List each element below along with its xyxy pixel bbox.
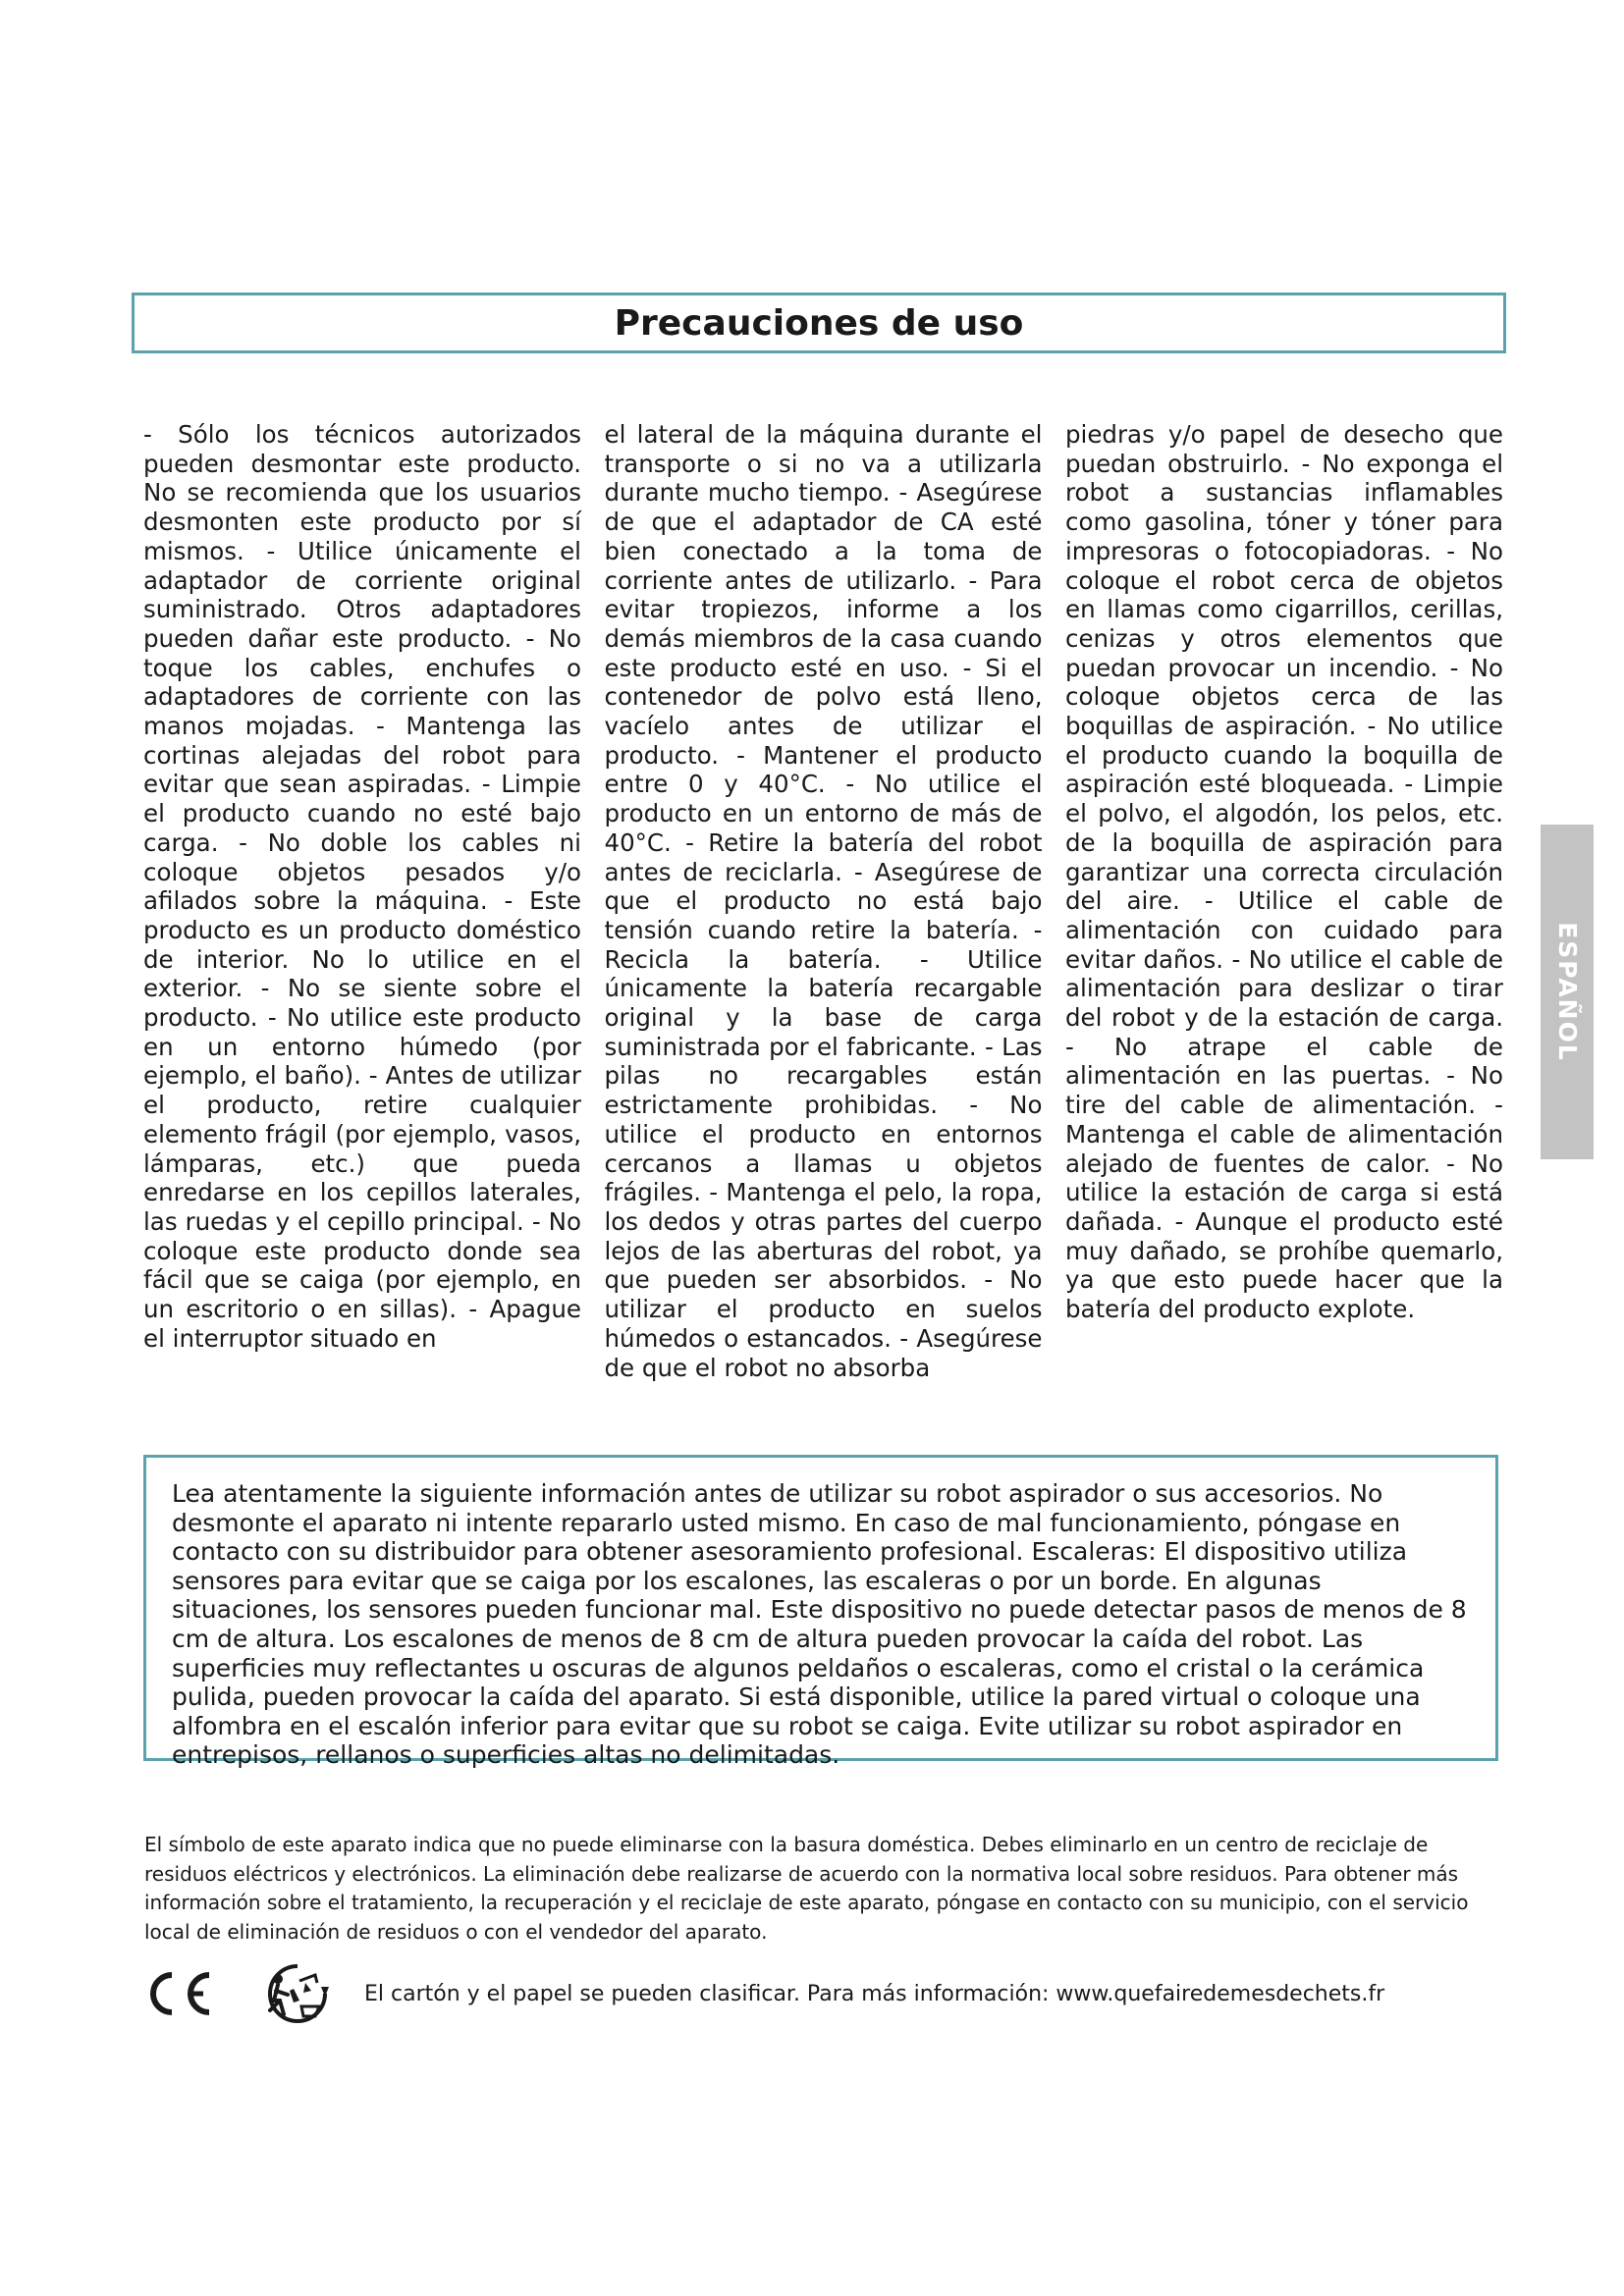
language-tab: [1541, 825, 1594, 1159]
notice-box: [143, 1455, 1498, 1770]
title-box: [132, 293, 1506, 353]
triman-recycling-icon: [258, 1961, 337, 2026]
precautions-text-1: - Sólo los técnicos autorizados pueden desmontar este producto. No se recomienda que los usuarios desmonten este producto por sí mismos. - Utilice únicamente el adaptador de corriente original suministrado. Otros adaptadores pueden dañar este producto. - No toque los cables, enchufes o adaptadores de corriente con las manos mojadas. - Mantenga las cortinas alejadas del robot para evitar que sean aspiradas. - Limpie el producto cuando no esté bajo carga. - No doble los cables ni coloque objetos pesados y/o afilados sobre la máquina. - Este producto es un producto doméstico de interior. No lo utilice en el exterior. - No se siente sobre el producto. - No utilice este producto en un entorno húmedo (por ejemplo, el baño). - Antes de utilizar el producto, retire cualquier elemento frágil (por ejemplo, vasos, lámparas, etc.) que pueda enredarse en los cepillos laterales, las ruedas y el cepillo principal. - No coloque este producto donde sea fácil que se caiga (por ejemplo, en un escritorio o en sillas). - Apague el interruptor situado en: [143, 420, 581, 1353]
precautions-text-2: el lateral de la máquina durante el transporte o si no va a utilizarla durante mucho tiempo. - Asegúrese de que el adaptador de CA esté bien conectado a la toma de corriente antes de utilizarlo. - Para evitar tropiezos, informe a los demás miembros de la casa cuando este producto esté en uso. - Si el contenedor de polvo está lleno, vacíelo antes de utilizar el producto. - Mantener el producto entre 0 y 40°C. - No utilice el producto en un entorno de más de 40°C. - Retire la batería del robot antes de reciclarla. - Asegúrese de que el producto no está bajo tensión cuando retire la batería. - Recicla la batería. - Utilice únicamente la batería recargable original y la base de carga suministrada por el fabricante. - Las pilas no recargables están estrictamente prohibidas. - No utilice el producto en entornos cercanos a llamas u objetos frágiles. - Mantenga el pelo, la ropa, los dedos y otras partes del cuerpo lejos de las aberturas del robot, ya que pueden ser absorbidos. - No utilizar el producto en suelos húmedos o estancados. - Asegúrese de que el robot no absorba: [604, 420, 1043, 1382]
ce-mark-icon: [142, 1969, 215, 2018]
page-title: Precauciones de uso: [614, 302, 1024, 344]
precautions-column-3: [1065, 420, 1503, 1392]
recycling-info-text: El cartón y el papel se pueden clasificar. Para más información: www.quefairedemesdechets.fr: [364, 1981, 1385, 2006]
language-tab-label: ESPAÑOL: [1552, 922, 1582, 1062]
precautions-columns: [143, 420, 1503, 1392]
precautions-text-3: piedras y/o papel de desecho que puedan obstruirlo. - No exponga el robot a sustancias inflamables como gasolina, tóner y tóner para impresoras o fotocopiadoras. - No coloque el robot cerca de objetos en llamas como cigarrillos, cerillas, cenizas y otros elementos que puedan provocar un incendio. - No coloque objetos cerca de las boquillas de aspiración. - No utilice el producto cuando la boquilla de aspiración esté bloqueada. - Limpie el polvo, el algodón, los pelos, etc. de la boquilla de aspiración para garantizar una correcta circulación del aire. - Utilice el cable de alimentación con cuidado para evitar daños. - No utilice el cable de alimentación para deslizar o tirar del robot y de la estación de carga. - No atrape el cable de alimentación en las puertas. - No tire del cable de alimentación. - Mantenga el cable de alimentación alejado de fuentes de calor. - No utilice la estación de carga si está dañada. - Aunque el producto esté muy dañado, se prohíbe quemarlo, ya que esto puede hacer que la batería del producto explote.: [1065, 420, 1503, 1324]
precautions-column-2: [605, 420, 1043, 1392]
disposal-notice: [144, 1831, 1499, 1947]
precautions-column-1: [143, 420, 581, 1392]
disposal-text: El símbolo de este aparato indica que no puede eliminarse con la basura doméstica. Debes eliminarlo en un centro de reciclaje de residuos eléctricos y electrónicos. La eliminación debe realizarse de acuerdo con la normativa local sobre residuos. Para obtener más información sobre el tratamiento, la recuperación y el reciclaje de este aparato, póngase en contacto con su municipio, con el servicio local de eliminación de residuos o con el vendedor del aparato.: [144, 1833, 1469, 1944]
footer-row: [142, 1961, 1497, 2026]
notice-text: Lea atentamente la siguiente información antes de utilizar su robot aspirador o sus accesorios. No desmonte el aparato ni intente repararlo usted mismo. En caso de mal funcionamiento, póngase en contacto con su distribuidor para obtener asesoramiento profesional. Escaleras: El dispositivo utiliza sensores para evitar que se caiga por los escalones, las escaleras o por un borde. En algunas situaciones, los sensores pueden funcionar mal. Este dispositivo no puede detectar pasos de menos de 8 cm de altura. Los escalones de menos de 8 cm de altura pueden provocar la caída del robot. Las superficies muy reflectantes u oscuras de algunos peldaños o escaleras, como el cristal o la cerámica pulida, pueden provocar la caída del aparato. Si está disponible, utilice la pared virtual o coloque una alfombra en el escalón inferior para evitar que su robot se caiga. Evite utilizar su robot aspirador en entrepisos, rellanos o superficies altas no delimitadas.: [172, 1479, 1467, 1770]
